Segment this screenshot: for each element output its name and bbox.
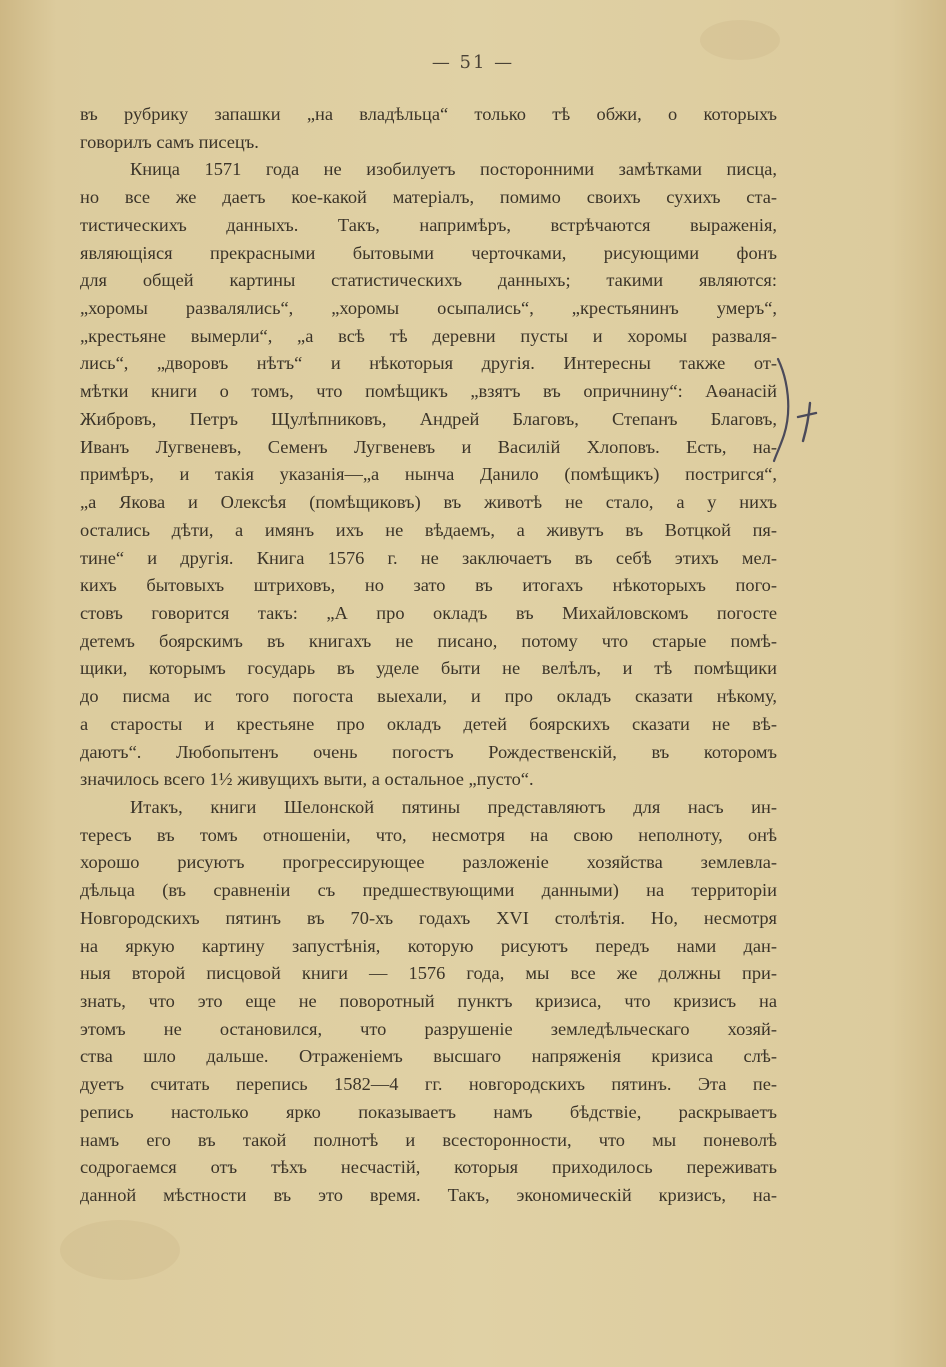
text-line: кихъ бытовыхъ штриховъ, но зато въ итогахъ нѣкоторыхъ пого-	[80, 575, 777, 596]
text-line: „хоромы развалялись“, „хоромы осыпались“, „крестьянинъ умеръ“,	[80, 298, 777, 319]
text-line: но все же даетъ кое-какой матеріалъ, помимо своихъ сухихъ ста-	[80, 187, 777, 208]
text-line: хорошо рисуютъ прогрессирующее разложеніе хозяйства землевла-	[80, 852, 777, 873]
text-line: ныя второй писцовой книги — 1576 года, мы все же должны при-	[80, 963, 777, 984]
text-line: лись“, „дворовъ нѣтъ“ и нѣкоторыя другія. Интересны также от-	[80, 353, 777, 374]
text-line: тине“ и другія. Книга 1576 г. не заключаетъ въ себѣ этихъ мел-	[80, 547, 777, 568]
text-line: этомъ не остановился, что разрушеніе земледѣльческаго хозяй-	[80, 1018, 777, 1039]
body-text	[80, 101, 777, 1210]
text-line: Кница 1571 года не изобилуетъ посторонними замѣтками писца,	[130, 159, 777, 180]
text-line: намъ его въ такой полнотѣ и всесторонности, что мы поневолѣ	[80, 1129, 777, 1150]
paper-stain	[60, 1220, 180, 1280]
text-line: примѣръ, и такія указанія—„а нынча Данило (помѣщикъ) постригся“,	[80, 464, 777, 485]
pencil-margin-mark	[770, 355, 830, 465]
text-line: Иванъ Лугвеневъ, Семенъ Лугвеневъ и Василій Хлоповъ. Есть, на-	[80, 436, 777, 457]
text-line: тистическихъ данныхъ. Такъ, напримѣръ, встрѣчаются выраженія,	[80, 214, 777, 235]
page-number: — 51 —	[431, 52, 515, 73]
text-line: для общей картины статистическихъ данныхъ; такими являются:	[80, 270, 777, 291]
text-line: ства шло дальше. Отраженіемъ высшаго напряженія кризиса слѣ-	[80, 1046, 777, 1067]
text-line: детемъ боярскимъ въ книгахъ не писано, потому что старые помѣ-	[80, 630, 777, 651]
text-line: значилось всего 1½ живущихъ выти, а остальное „пусто“.	[80, 769, 534, 790]
text-line: знать, что это еще не поворотный пунктъ кризиса, что кризисъ на	[80, 991, 777, 1011]
text-line: Новгородскихъ пятинъ въ 70-хъ годахъ XVI столѣтія. Но, несмотря	[80, 907, 777, 928]
text-line: щики, которымъ государь въ уделе быти не велѣлъ, и тѣ помѣщики	[80, 658, 777, 679]
text-line: Жибровъ, Петръ Щулѣпниковъ, Андрей Благовъ, Степанъ Благовъ,	[80, 408, 777, 429]
text-line: на яркую картину запустѣнія, которую рисуютъ передъ нами дан-	[80, 935, 777, 956]
text-line: стовъ говорится такъ: „А про окладъ въ Михайловскомъ погосте	[80, 602, 777, 623]
text-line: являющіяся прекрасными бытовыми черточками, рисующими фонъ	[80, 242, 777, 263]
text-line: содрогаемся отъ тѣхъ несчастій, которыя приходилось переживать	[80, 1157, 777, 1178]
text-line: въ рубрику запашки „на владѣльца“ только тѣ обжи, о которыхъ	[80, 104, 777, 124]
text-line: дѣльца (въ сравненіи съ предшествующими данными) на территоріи	[80, 880, 777, 901]
text-line: данной мѣстности въ это время. Такъ, экономическій кризисъ, на-	[80, 1185, 777, 1206]
text-line: до писма ис того погоста выехали, и про окладъ сказати нѣкому,	[80, 686, 777, 707]
text-line: „крестьяне вымерли“, „а всѣ тѣ деревни пусты и хоромы разваля-	[80, 325, 777, 346]
text-line: даютъ“. Любопытенъ очень погостъ Рождественскій, въ которомъ	[80, 741, 777, 762]
text-line: тересъ въ томъ отношеніи, что, несмотря на свою неполноту, онѣ	[80, 824, 777, 845]
text-line: остались дѣти, а имянъ ихъ не вѣдаемъ, а живутъ въ Вотцкой пя-	[80, 519, 777, 540]
text-line: говорилъ самъ писецъ.	[80, 131, 259, 152]
text-line: мѣтки книги о томъ, что помѣщикъ „взятъ въ опричнину“: Аѳанасій	[80, 381, 777, 402]
text-line: дуетъ считать перепись 1582—4 гг. новгородскихъ пятинъ. Эта пе-	[80, 1074, 777, 1095]
text-line: Итакъ, книги Шелонской пятины представляютъ для насъ ин-	[130, 796, 777, 817]
text-line: репись настолько ярко показываетъ намъ бѣдствіе, раскрываетъ	[80, 1101, 777, 1122]
text-line: „а Якова и Олексѣя (помѣщиковъ) въ животѣ не стало, а у нихъ	[80, 492, 777, 513]
text-line: а старосты и крестьяне про окладъ детей боярскихъ сказати не вѣ-	[80, 713, 777, 734]
